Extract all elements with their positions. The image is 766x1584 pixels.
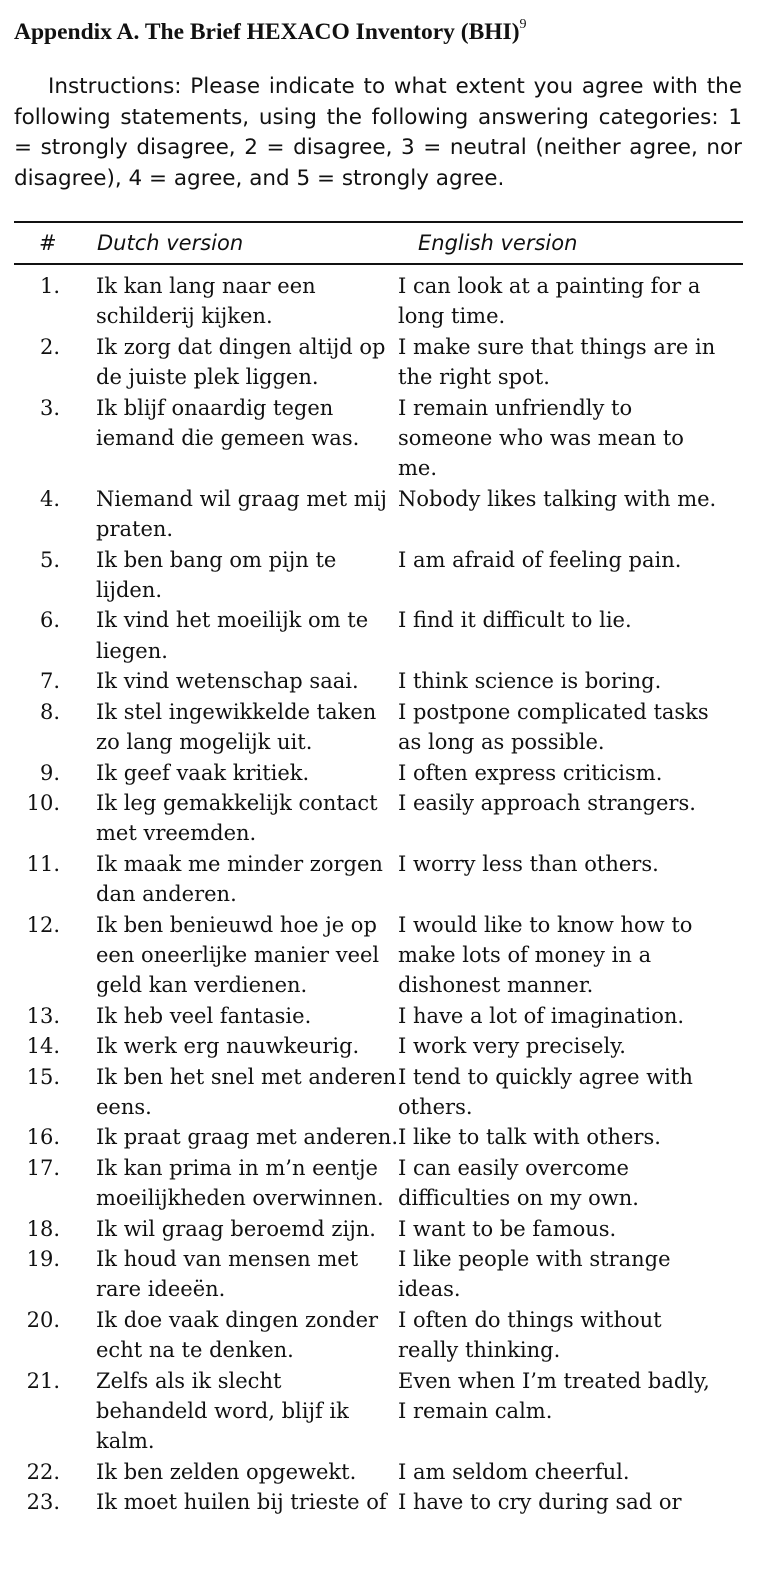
table-top-rule: [14, 221, 743, 223]
table-row: [0, 697, 766, 758]
item-number: 15.: [26, 1064, 60, 1089]
english-statement: Nobody likes talking with me.: [398, 486, 717, 511]
table-row: [0, 271, 766, 332]
english-statement: I often do things without really thinking.: [398, 1307, 662, 1363]
table-row: [0, 1457, 766, 1487]
dutch-statement: Ik praat graag met anderen.: [96, 1125, 399, 1150]
table-row: [0, 910, 766, 1001]
footnote-marker: 9: [519, 17, 527, 32]
appendix-title: Appendix A. The Brief HEXACO Inventory (BHI): [14, 18, 520, 45]
dutch-statement: Ik werk erg nauwkeurig.: [96, 1034, 360, 1059]
item-number: 9.: [39, 760, 60, 785]
item-number: 12.: [26, 912, 60, 937]
english-statement: I want to be famous.: [398, 1216, 617, 1241]
dutch-statement: Zelfs als ik slecht behandeld word, blijf ik kalm.: [96, 1368, 349, 1454]
item-number: 11.: [26, 851, 60, 876]
item-number: 5.: [39, 547, 60, 572]
english-statement: I remain unfriendly to someone who was mean to me.: [398, 395, 684, 481]
dutch-statement: Ik maak me minder zorgen dan anderen.: [96, 851, 383, 907]
dutch-statement: Ik geef vaak kritiek.: [96, 760, 310, 785]
column-header-dutch: Dutch version: [97, 231, 244, 255]
item-number: 13.: [26, 1003, 60, 1028]
dutch-statement: Ik moet huilen bij trieste of: [96, 1490, 387, 1515]
table-row: [0, 1001, 766, 1031]
english-statement: I work very precisely.: [398, 1034, 626, 1059]
dutch-statement: Ik zorg dat dingen altijd op de juiste plek liggen.: [96, 334, 386, 390]
english-statement: I have a lot of imagination.: [398, 1003, 685, 1028]
english-statement: I postpone complicated tasks as long as possible.: [398, 699, 709, 755]
english-statement: I find it difficult to lie.: [398, 608, 632, 633]
dutch-statement: Ik vind wetenschap saai.: [96, 669, 359, 694]
column-header-number: #: [39, 231, 57, 255]
table-row: [0, 1305, 766, 1366]
table-row: [0, 1487, 766, 1517]
english-statement: I tend to quickly agree with others.: [398, 1064, 693, 1119]
english-statement: I like to talk with others.: [398, 1125, 661, 1150]
dutch-statement: Ik blijf onaardig tegen iemand die gemeen was.: [96, 395, 360, 451]
english-statement: I like people with strange ideas.: [398, 1247, 671, 1302]
item-number: 7.: [39, 669, 60, 694]
dutch-statement: Ik leg gemakkelijk contact met vreemden.: [96, 790, 378, 846]
instructions-paragraph: Instructions: Please indicate to what extent you agree with the following statements, using the following answering categories: 1 = strongly disagree, 2 = disagree, 3 = neutral (neither agree, nor disagree), 4 = agree, and 5 = strongly agree.: [14, 74, 742, 191]
item-number: 22.: [26, 1459, 60, 1484]
dutch-statement: Ik wil graag beroemd zijn.: [96, 1216, 376, 1241]
dutch-statement: Ik ben benieuwd hoe je op een oneerlijke manier veel geld kan verdienen.: [96, 912, 380, 998]
dutch-statement: Ik kan lang naar een schilderij kijken.: [96, 274, 316, 329]
english-statement: I am afraid of feeling pain.: [398, 547, 682, 572]
dutch-statement: Ik kan prima in m’n eentje moeilijkheden overwinnen.: [96, 1155, 384, 1211]
table-row: [0, 545, 766, 606]
item-number: 4.: [39, 486, 60, 511]
english-statement: I have to cry during sad or: [398, 1490, 682, 1515]
table-row: [0, 1031, 766, 1061]
dutch-statement: Ik ben bang om pijn te lijden.: [96, 547, 337, 603]
dutch-statement: Ik houd van mensen met rare ideeën.: [96, 1247, 359, 1302]
english-statement: I am seldom cheerful.: [398, 1459, 630, 1484]
dutch-statement: Ik ben zelden opgewekt.: [96, 1459, 357, 1484]
item-number: 18.: [26, 1216, 60, 1241]
table-header-rule: [14, 263, 743, 265]
table-row: [0, 1214, 766, 1244]
english-statement: I easily approach strangers.: [398, 790, 696, 815]
english-statement: I can easily overcome difficulties on my own.: [398, 1155, 639, 1211]
item-number: 3.: [39, 395, 60, 420]
column-header-english: English version: [418, 231, 578, 255]
item-number: 2.: [39, 334, 60, 359]
english-statement: I often express criticism.: [398, 760, 663, 785]
item-number: 6.: [39, 608, 60, 633]
english-statement: Even when I’m treated badly, I remain calm.: [398, 1368, 710, 1424]
english-statement: I worry less than others.: [398, 851, 659, 876]
item-number: 14.: [26, 1034, 60, 1059]
english-statement: I make sure that things are in the right spot.: [398, 334, 716, 390]
table-row: [0, 666, 766, 696]
item-number: 8.: [39, 699, 60, 724]
item-number: 16.: [26, 1125, 60, 1150]
dutch-statement: Niemand wil graag met mij praten.: [96, 486, 387, 542]
dutch-statement: Ik ben het snel met anderen eens.: [96, 1064, 397, 1119]
table-row: [0, 332, 766, 393]
table-row: [0, 849, 766, 910]
table-row: [0, 1366, 766, 1457]
table-row: [0, 758, 766, 788]
item-number: 20.: [26, 1307, 60, 1332]
table-row: [0, 1122, 766, 1152]
appendix-heading: [14, 12, 527, 47]
english-statement: I think science is boring.: [398, 669, 662, 694]
table-row: [0, 1062, 766, 1123]
table-row: [0, 484, 766, 545]
table-row: [0, 393, 766, 484]
dutch-statement: Ik heb veel fantasie.: [96, 1003, 312, 1028]
item-number: 10.: [26, 790, 60, 815]
english-statement: I can look at a painting for a long time.: [398, 274, 701, 329]
item-number: 21.: [26, 1368, 60, 1393]
item-number: 17.: [26, 1155, 60, 1180]
dutch-statement: Ik doe vaak dingen zonder echt na te denken.: [96, 1307, 379, 1363]
item-number: 23.: [26, 1490, 60, 1515]
item-number: 19.: [26, 1247, 60, 1271]
table-row: [0, 605, 766, 666]
dutch-statement: Ik vind het moeilijk om te liegen.: [96, 608, 369, 663]
table-row: [0, 1153, 766, 1214]
english-statement: I would like to know how to make lots of money in a dishonest manner.: [398, 912, 693, 998]
table-body: [0, 271, 766, 1518]
table-row: [0, 1244, 766, 1305]
dutch-statement: Ik stel ingewikkelde taken zo lang mogelijk uit.: [96, 699, 377, 755]
table-row: [0, 788, 766, 849]
item-number: 1.: [39, 274, 60, 298]
